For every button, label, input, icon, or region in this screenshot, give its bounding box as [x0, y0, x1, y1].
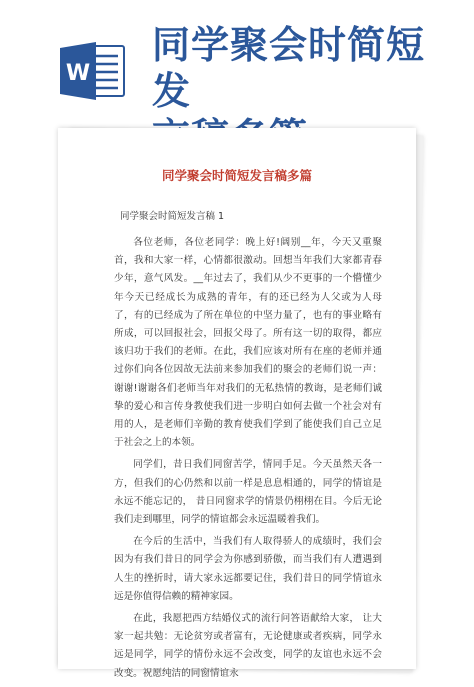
document-page — [58, 128, 416, 679]
document-preview — [58, 128, 418, 679]
paragraph: 同学们，昔日我们同窗苦学，情同手足。今天虽然天各一方，但我们的心仍然和以前一样是息息相通的，同学的情谊是永远不能忘记的， 昔日同窗求学的情景仍栩栩在目。今后无论我们走到哪里，同学的情谊都会永远温暖着我们。 — [114, 459, 382, 526]
paragraph: 在此，我愿把西方结婚仪式的流行问答语献给大家， 让大家一起共勉：无论贫穷或者富有，无论健康或者疾病，同学永远是同学，同学的情份永远不会改变，同学的友谊也永远不会改变。祝愿纯洁的同窗情谊永 — [114, 613, 382, 679]
banner — [0, 0, 474, 140]
paragraph: 在今后的生活中，当我们有人取得骄人的成绩时，我们会因为有我们昔日的同学会为你感到骄傲，而当我们有人遭遇到人生的挫折时，请大家永远都要记住，我们昔日的同学情谊永远是你值得信赖的精神家园。 — [114, 536, 382, 602]
logo-letter: W — [65, 61, 91, 86]
document-title: 同学聚会时简短发言稿多篇 — [161, 168, 312, 183]
banner-title-line-1: 同学聚会时简短发 — [152, 23, 426, 113]
paragraph: 各位老师，各位老同学：晚上好!阔别__年，今天又重聚首，我和大家一样，心情都很激动。回想当年我们大家都青春少年，意气风发。__年过去了，我们从少不更事的一个懵懂少年今天已经成长为成熟的青年，有的还已经为人父或为人母了，有的已经成为了所在单位的中坚力量了，也有的事业略有所成，可以回报社会，回报父母了。所有这一切的取得，都应该归功于我们的老师。在此，我们应该对所有在座的老师并通过你们向各位因故无法前来参加我们的聚会的老师们说一声：谢谢!谢谢各们老师当年对我们的无私热情的教诲，是老师们诚挚的爱心和言传身教使我们进一步明白如何去做一个社会对有用的人，是老师们辛勤的教育使我们学到了能使我们自己立足于社会之上的本领。 — [114, 237, 382, 449]
document-subtitle: 同学聚会时简短发言稿 1 — [120, 211, 225, 222]
word-document-icon — [60, 40, 126, 102]
document-body — [114, 234, 382, 687]
